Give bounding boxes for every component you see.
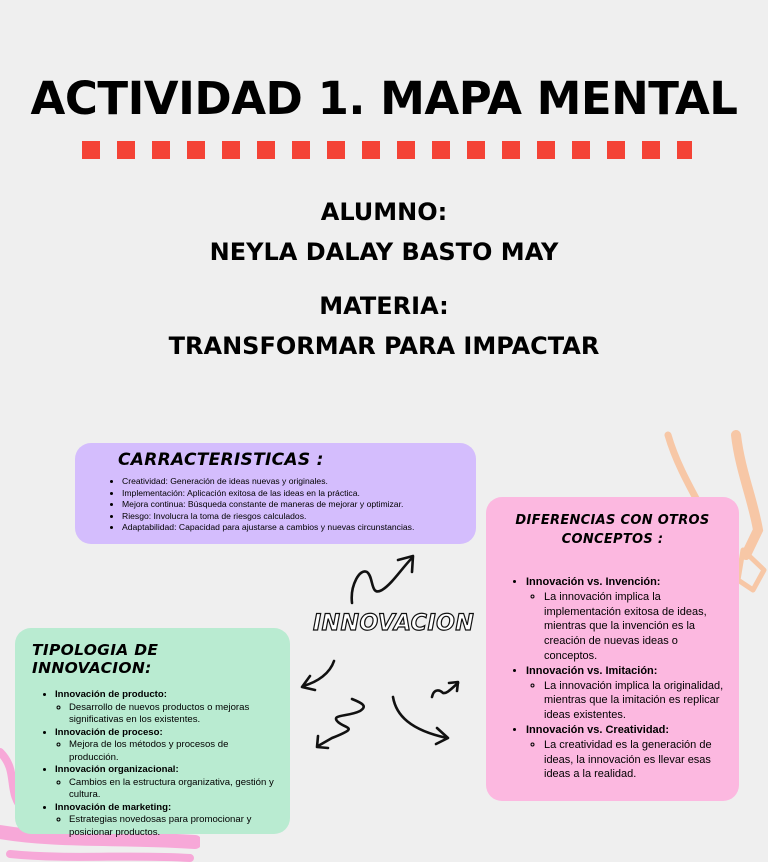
list-item: • Mejora continua: Búsqueda constante de maneras de mejorar y optimizar. [122,499,464,511]
list-item: • Adaptabilidad: Capacidad para ajustarse a cambios y nuevas circunstancias. [122,522,464,534]
tipologia-category: Innovación de marketing: [55,801,172,813]
arrow-small-up-right-icon [432,682,458,697]
center-topic: INNOVACION [313,611,475,636]
student-name: NEYLA DALAY BASTO MAY [209,238,559,266]
arrow-zigzag-down-left-icon [317,699,364,748]
list-item-detail: ◦ Cambios en la estructura organizativa, gestión y cultura. [69,777,280,802]
diferencias-category: Innovación vs. Imitación: [526,664,658,677]
page-title: ACTIVIDAD 1. MAPA MENTAL [30,72,738,125]
list-item-detail: ◦ La innovación implica la originalidad, mientras que la imitación es replicar ideas existentes. [544,679,727,723]
list-item-detail: ◦ Mejora de los métodos y procesos de producción. [69,739,280,764]
tipologia-category: Innovación de producto: [55,689,167,700]
arrow-down-right-icon [393,697,448,744]
tipologia-category: Innovación organizacional: [55,764,179,775]
diferencias-title-line: DIFERENCIAS CON OTROS [515,513,710,528]
tipologia-category: Innovación de proceso: [55,726,163,738]
diferencias-category: Innovación vs. Creatividad: [526,723,670,736]
list-item: • Implementación: Aplicación exitosa de las ideas en la práctica. [122,488,464,500]
diferencias-title-line: CONCEPTOS : [561,532,664,547]
list-item: • Riesgo: Involucra la toma de riesgos calculados. [122,511,464,523]
diferencias-category: Innovación vs. Invención: [526,576,661,588]
list-item-detail: ◦ Estrategias novedosas para promocionar y posicionar productos. [69,814,280,839]
list-item: • Creatividad: Generación de ideas nuevas y originales. [122,476,464,488]
subject-name: TRANSFORMAR PARA IMPACTAR [168,332,600,360]
arrow-up-right-icon [352,556,413,603]
list-item-detail: ◦ La creatividad es la generación de ideas, la innovación es llevar esas ideas a la realidad. [544,738,727,782]
student-label: ALUMNO: [320,198,448,226]
subject-label: MATERIA: [319,292,449,320]
list-item-detail: ◦ Desarrollo de nuevos productos o mejoras significativas en los existentes. [69,702,280,727]
list-item-detail: ◦ La innovación implica la implementación exitosa de ideas, mientras que la invención es la creación de nuevas ideas o conceptos. [544,590,727,664]
caracteristicas-title: CARRACTERISTICAS : [118,450,324,470]
arrow-down-left-icon [302,661,334,690]
tipologia-title: TIPOLOGIA DE INNOVACION: [32,641,159,677]
